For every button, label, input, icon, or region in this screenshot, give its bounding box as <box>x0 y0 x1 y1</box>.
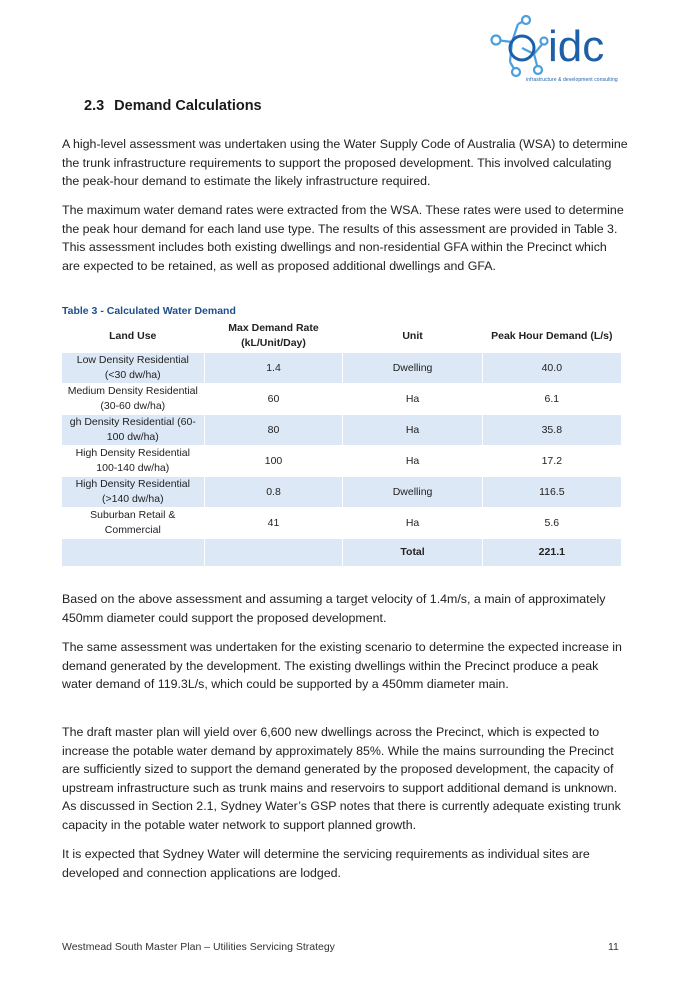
paragraph-master-plan: The draft master plan will yield over 6,600 new dwellings across the Precinct, which is expected to increase the potable water demand by approximately 85%. While the mains surrounding the Precinct are sufficiently sized to support the demand generated by the proposed development, the capacity of upstream infrastructure such as trunk mains and reservoirs to support additional demand is unknown. As discussed in Section 2.1, Sydney Water’s GSP notes that there is currently adequate existing trunk capacity in the potable water network to support planned growth. <box>62 725 621 832</box>
footer-title: Westmead South Master Plan – Utilities Servicing Strategy <box>62 941 335 953</box>
table-row <box>62 384 621 415</box>
cell-unit: Dwelling <box>343 477 482 508</box>
header-land-use: Land Use <box>109 329 157 342</box>
page-number: 11 <box>608 941 619 953</box>
cell-peak: 5.6 <box>482 508 621 539</box>
section-title: Demand Calculations <box>114 98 262 114</box>
table-row <box>62 446 621 477</box>
cell-peak: 35.8 <box>482 415 621 446</box>
cell-empty <box>204 539 343 567</box>
cell-rate: 1.4 <box>204 353 343 384</box>
paragraph-servicing: It is expected that Sydney Water will determine the servicing requirements as individual sites are developed and connection applications are lodged. <box>62 847 590 880</box>
water-demand-table <box>62 320 621 566</box>
cell-unit: Ha <box>343 508 482 539</box>
cell-unit: Ha <box>343 384 482 415</box>
paragraph-demand-rates: The maximum water demand rates were extracted from the WSA. These rates were used to determine the peak hour demand for each land use type. The results of this assessment are provided in Table 3. This assessment includes both existing dwellings and non-residential GFA within the Precinct which are expected to be retained, as well as proposed additional dwellings and GFA. <box>62 203 624 273</box>
table-row <box>62 353 621 384</box>
cell-peak: 40.0 <box>482 353 621 384</box>
table-caption: Table 3 - Calculated Water Demand <box>62 305 236 317</box>
table-total-row <box>62 539 621 567</box>
paragraph-existing-scenario: The same assessment was undertaken for the existing scenario to determine the expected increase in demand generated by the development. The existing dwellings within the Precinct produce a peak water demand of 119.3L/s, which could be supported by a 450mm diameter main. <box>62 640 622 691</box>
cell-unit: Ha <box>343 415 482 446</box>
table-header-row <box>62 320 621 353</box>
header-max-demand-rate: Max Demand Rate (kL/Unit/Day) <box>204 320 343 353</box>
cell-rate: 80 <box>204 415 343 446</box>
table-row <box>62 508 621 539</box>
section-number: 2.3 <box>84 98 105 114</box>
cell-land-use: Medium Density Residential (30-60 dw/ha) <box>67 385 198 412</box>
cell-land-use: Low Density Residential (<30 dw/ha) <box>62 353 204 384</box>
table-row <box>62 415 621 446</box>
total-label: Total <box>343 539 482 567</box>
cell-rate: 41 <box>204 508 343 539</box>
cell-peak: 6.1 <box>482 384 621 415</box>
paragraph-intro: A high-level assessment was undertaken using the Water Supply Code of Australia (WSA) to determine the trunk infrastructure requirements to support the proposed development. This involved calculating the peak-hour demand to estimate the likely infrastructure required. <box>62 137 628 188</box>
cell-land-use: High Density Residential (>140 dw/ha) <box>62 477 204 508</box>
section-heading <box>84 98 262 114</box>
logo-wordmark: idc <box>548 22 605 71</box>
cell-empty <box>62 539 204 567</box>
cell-rate: 60 <box>204 384 343 415</box>
cell-land-use: Suburban Retail & Commercial <box>90 509 176 536</box>
cell-unit: Dwelling <box>343 353 482 384</box>
cell-land-use: gh Density Residential (60-100 dw/ha) <box>62 415 204 446</box>
table-row <box>62 477 621 508</box>
cell-land-use: High Density Residential 100-140 dw/ha) <box>75 447 190 474</box>
cell-peak: 116.5 <box>482 477 621 508</box>
paragraph-velocity: Based on the above assessment and assuming a target velocity of 1.4m/s, a main of approximately 450mm diameter could support the proposed development. <box>62 592 606 625</box>
logo-subtitle: infrastructure & development consulting <box>526 77 618 83</box>
header-unit: Unit <box>343 320 482 353</box>
total-value: 221.1 <box>482 539 621 567</box>
cell-rate: 100 <box>204 446 343 477</box>
header-peak-hour-demand: Peak Hour Demand (L/s) <box>482 320 621 353</box>
cell-unit: Ha <box>343 446 482 477</box>
cell-peak: 17.2 <box>482 446 621 477</box>
cell-rate: 0.8 <box>204 477 343 508</box>
